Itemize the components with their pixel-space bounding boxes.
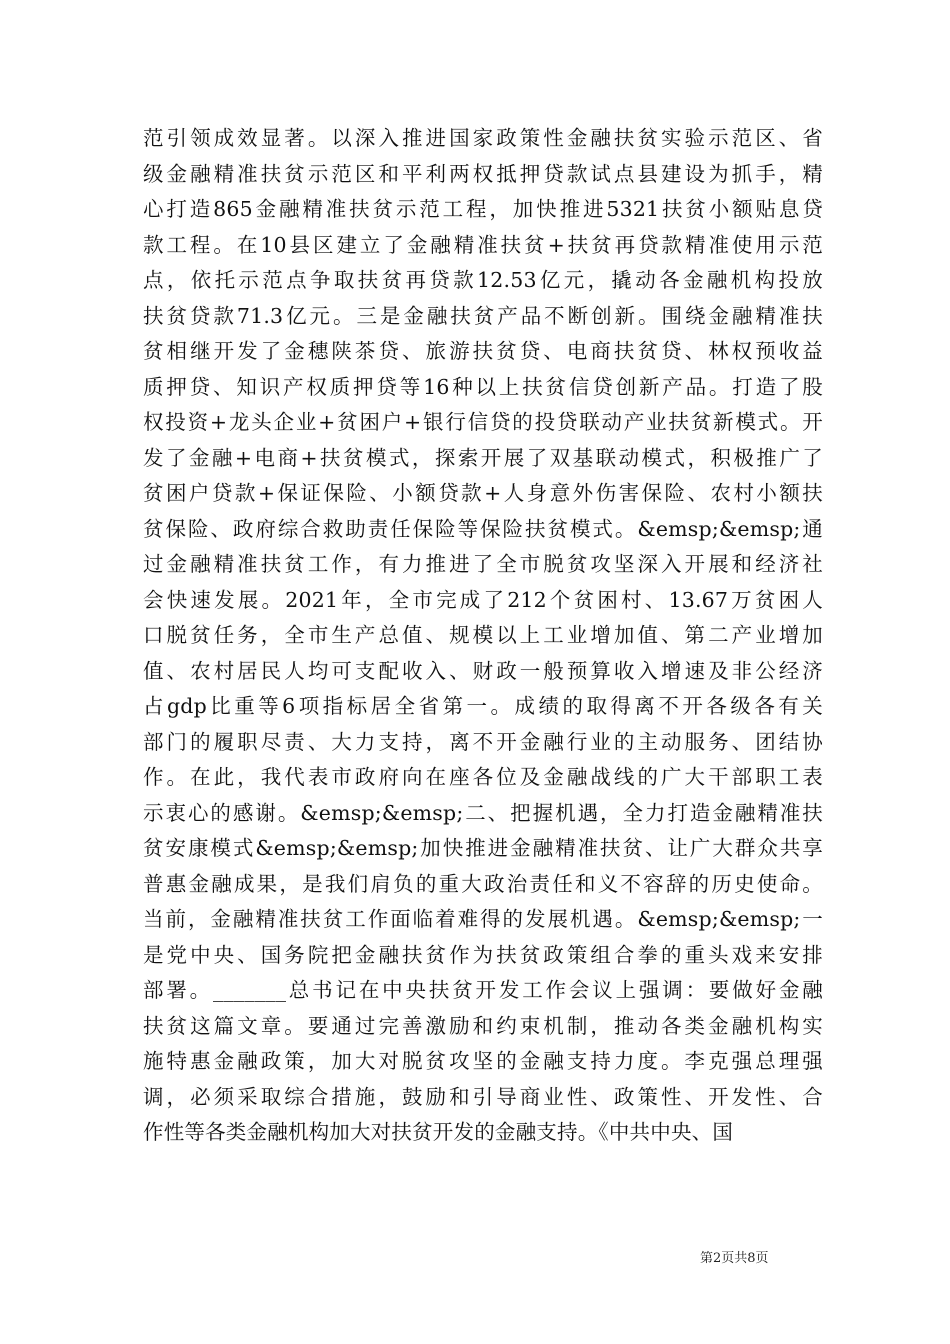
- text-line: 级金融精准扶贫示范区和平利两权抵押贷款试点县建设为抓手，精: [143, 161, 823, 186]
- text-line: 作。在此，我代表市政府向在座各位及金融战线的广大干部职工表: [143, 765, 823, 789]
- text-line: 过金融精准扶贫工作，有力推进了全市脱贫攻坚深入开展和经济社: [143, 552, 823, 576]
- text-line: 扶贫这篇文章。要通过完善激励和约束机制，推动各类金融机构实: [143, 1013, 823, 1038]
- text-line: 部署。_______总书记在中央扶贫开发工作会议上强调：要做好金融: [143, 978, 823, 1002]
- text-line: 点，依托示范点争取扶贫再贷款12.53亿元，撬动各金融机构投放: [143, 268, 823, 292]
- text-line: 施特惠金融政策，加大对脱贫攻坚的金融支持力度。李克强总理强: [143, 1049, 823, 1073]
- text-line: 示衷心的感谢。&emsp;&emsp;二、把握机遇，全力打造金融精准扶: [143, 800, 823, 825]
- text-line: 占gdp比重等6项指标居全省第一。成绩的取得离不开各级各有关: [143, 694, 823, 718]
- text-line: 贫保险、政府综合救助责任保险等保险扶贫模式。&emsp;&emsp;通: [143, 516, 823, 541]
- text-line: 会快速发展。2021年，全市完成了212个贫困村、13.67万贫困人: [143, 587, 823, 612]
- text-line: 部门的履职尽责、大力支持，离不开金融行业的主动服务、团结协: [143, 729, 823, 754]
- text-line: 心打造865金融精准扶贫示范工程，加快推进5321扶贫小额贴息贷: [143, 197, 823, 221]
- text-line: 权投资+龙头企业+贫困户+银行信贷的投贷联动产业扶贫新模式。开: [143, 410, 823, 434]
- text-line: 值、农村居民人均可支配收入、财政一般预算收入增速及非公经济: [143, 658, 823, 683]
- text-line: 是党中央、国务院把金融扶贫作为扶贫政策组合拳的重头戏来安排: [143, 942, 823, 967]
- text-line: 范引领成效显著。以深入推进国家政策性金融扶贫实验示范区、省: [143, 126, 823, 150]
- text-line: 扶贫贷款71.3亿元。三是金融扶贫产品不断创新。围绕金融精准扶: [143, 303, 823, 328]
- text-line: 作性等各类金融机构加大对扶贫开发的金融支持。《中共中央、国: [143, 1120, 734, 1144]
- text-line: 发了金融+电商+扶贫模式，探索开展了双基联动模式，积极推广了: [143, 445, 823, 470]
- text-line: 贫相继开发了金穗陕茶贷、旅游扶贫贷、电商扶贫贷、林权预收益: [143, 339, 823, 363]
- text-line: 普惠金融成果，是我们肩负的重大政治责任和义不容辞的历史使命。: [143, 871, 823, 896]
- body-text: [143, 121, 823, 1151]
- text-line: 调，必须采取综合措施，鼓励和引导商业性、政策性、开发性、合: [143, 1084, 823, 1109]
- text-line: 当前，金融精准扶贫工作面临着难得的发展机遇。&emsp;&emsp;一: [143, 907, 823, 931]
- page-number-footer: 第2页共8页: [700, 1251, 769, 1266]
- text-line: 贫安康模式&emsp;&emsp;加快推进金融精准扶贫、让广大群众共享: [143, 836, 823, 860]
- text-line: 口脱贫任务，全市生产总值、规模以上工业增加值、第二产业增加: [143, 623, 823, 647]
- text-line: 质押贷、知识产权质押贷等16种以上扶贫信贷创新产品。打造了股: [143, 374, 823, 399]
- text-line: 款工程。在10县区建立了金融精准扶贫+扶贫再贷款精准使用示范: [143, 232, 823, 257]
- text-line: 贫困户贷款+保证保险、小额贷款+人身意外伤害保险、农村小额扶: [143, 481, 823, 505]
